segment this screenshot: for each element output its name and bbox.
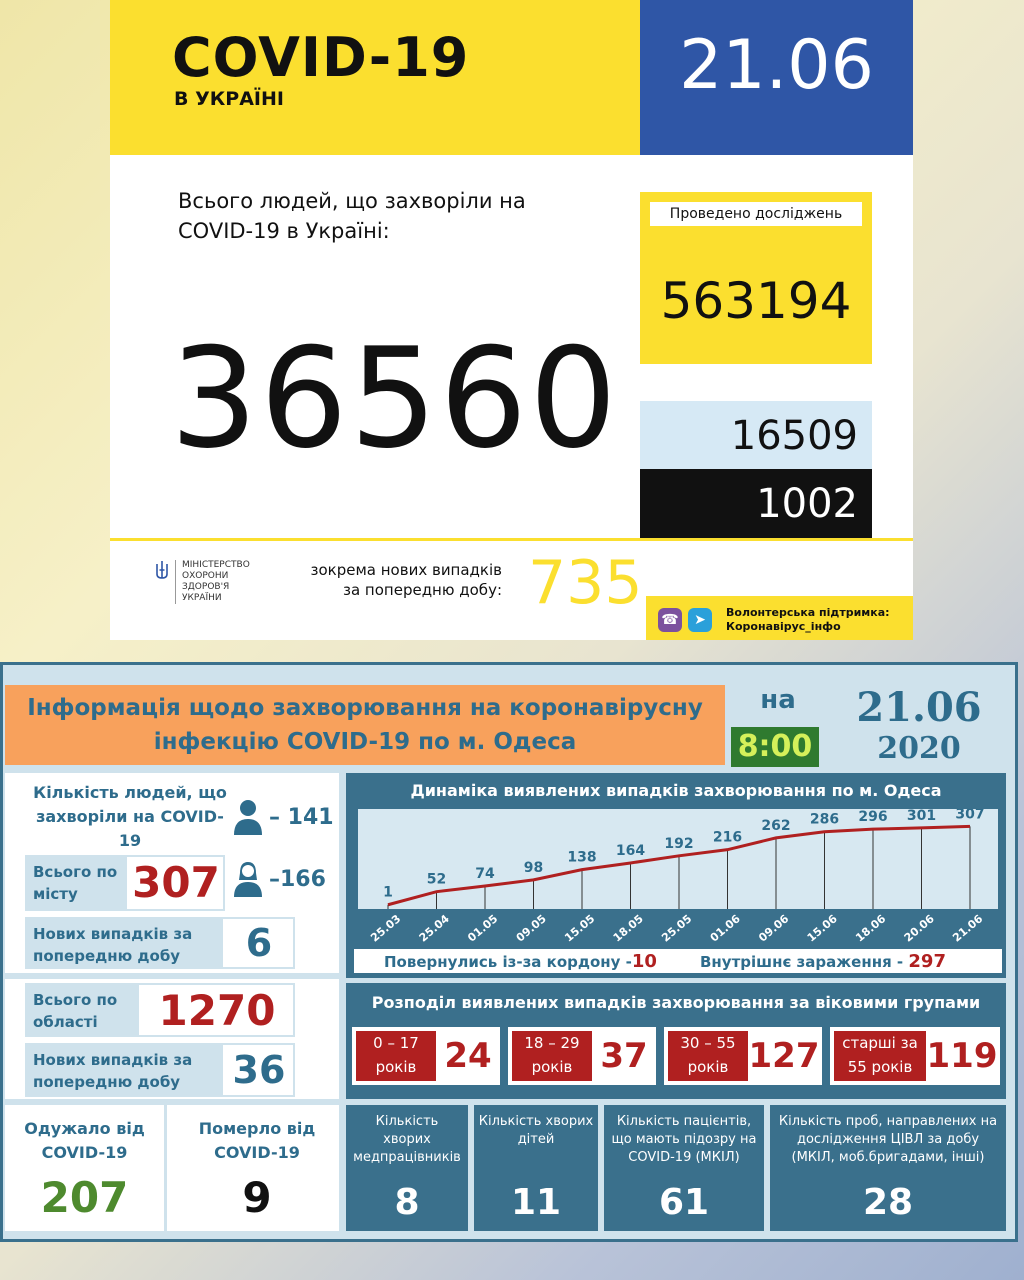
x-tick-label: 15.05: [562, 912, 598, 945]
deaths-count: 1002: [756, 481, 858, 527]
tests-box: [640, 192, 872, 364]
infection-source-strip: [354, 949, 1002, 973]
deaths-box: [640, 469, 872, 539]
data-label: 301: [906, 809, 937, 824]
data-label: 1: [383, 884, 393, 901]
returned-count: 10: [631, 951, 657, 972]
x-tick-label: 09.06: [756, 912, 792, 945]
extra-stats: [346, 1105, 1006, 1231]
total-label: Всього людей, що захворіли на COVID-19 в Україні:: [178, 189, 526, 243]
total-count: 36560: [170, 318, 619, 479]
x-tick-label: 18.06: [853, 912, 889, 945]
children-count: 11: [510, 1182, 562, 1223]
age-title: Розподіл виявлених випадків захворювання за віковими групами: [371, 993, 981, 1012]
data-label: 138: [567, 849, 597, 866]
title-banner: [110, 0, 640, 155]
x-tick-label: 09.05: [513, 912, 549, 945]
region-total-box: [25, 983, 295, 1037]
data-label: 52: [426, 871, 447, 888]
na-label: на: [760, 685, 796, 715]
x-tick-label: 25.05: [659, 912, 695, 945]
deaths-cell: [175, 1105, 339, 1231]
city-panel: [5, 773, 339, 973]
city-new-label: Нових випадків за попередню добу: [27, 919, 223, 967]
age-value: 127: [748, 1036, 820, 1076]
telegram-icon[interactable]: ➤: [688, 608, 712, 632]
city-total-count: 307: [132, 858, 220, 907]
suspected-cell: [604, 1105, 764, 1231]
data-label: 286: [809, 811, 840, 828]
region-new-box: [25, 1043, 295, 1097]
suspected-label: Кількість пацієнтів, що мають підозру на COVID-19 (МКІЛ): [611, 1114, 757, 1165]
outcomes-panel: [5, 1105, 339, 1231]
age-group-3: [830, 1027, 1000, 1085]
internal-count: 297: [908, 951, 946, 972]
volunteer-bar: [646, 596, 913, 640]
female-icon: [231, 859, 265, 899]
data-label: 164: [615, 842, 646, 859]
tests-count: 563194: [660, 272, 852, 330]
people-label: Кількість людей, що захворіли на COVID-19: [33, 783, 227, 850]
age-range: 18 – 29 років: [512, 1031, 592, 1081]
deaths-count: 9: [242, 1173, 272, 1222]
chart-plot-area: [358, 809, 998, 909]
report-time: 8:00: [731, 727, 819, 767]
recovered-label: Одужало від COVID-19: [24, 1119, 145, 1162]
odesa-date: 21.06: [856, 684, 982, 731]
region-total-count: 1270: [158, 986, 276, 1035]
data-label: 307: [955, 809, 985, 823]
medics-count: 8: [394, 1182, 420, 1223]
data-label: 192: [664, 835, 694, 852]
age-value: 24: [444, 1036, 492, 1076]
recovered-count: 16509: [730, 413, 858, 459]
suspected-count: 61: [658, 1182, 710, 1223]
divider: [110, 538, 913, 541]
odesa-year: 2020: [877, 731, 961, 766]
recovered-cell: [5, 1105, 167, 1231]
chart-title: Динаміка виявлених випадків захворювання по м. Одеса: [410, 781, 942, 800]
x-tick-label: 25.03: [368, 912, 404, 945]
internal-text: Внутрішнє зараження -: [700, 953, 904, 971]
age-value: 37: [600, 1036, 648, 1076]
x-tick-label: 18.05: [610, 912, 646, 945]
city-new-count: 6: [245, 921, 273, 965]
national-card: [110, 0, 913, 640]
x-tick-label: 01.06: [707, 912, 743, 945]
children-label: Кількість хворих дітей: [478, 1114, 594, 1147]
medics-cell: [346, 1105, 468, 1231]
tests-label: Проведено досліджень: [650, 202, 862, 226]
age-panel: [346, 983, 1006, 1099]
age-range: 0 – 17 років: [356, 1031, 436, 1081]
cases-line-chart: [358, 809, 998, 945]
x-tick-label: 15.06: [804, 912, 840, 945]
region-total-label: Всього по області: [27, 985, 139, 1035]
data-label: 296: [858, 809, 888, 826]
odesa-title: Інформація щодо захворювання на коронавірусну інфекцію COVID-19 по м. Одеса: [27, 695, 703, 755]
data-label: 98: [523, 859, 544, 876]
trident-icon: [155, 560, 169, 582]
age-range: старші за 55 років: [834, 1031, 926, 1081]
ministry-text: МІНІСТЕРСТВО ОХОРОНИ ЗДОРОВ'Я УКРАЇНИ: [175, 560, 245, 604]
region-panel: [5, 979, 339, 1099]
medics-label: Кількість хворих медпрацівників: [353, 1114, 461, 1165]
chart-panel: [346, 773, 1006, 978]
age-value: 119: [926, 1036, 998, 1076]
viber-icon[interactable]: ☎: [658, 608, 682, 632]
national-date: 21.06: [679, 26, 874, 105]
volunteer-text: Волонтерська підтримка: Коронавірус_інфо: [726, 606, 890, 633]
covid-title: COVID-19: [172, 26, 470, 89]
city-total-label: Всього по місту: [27, 857, 127, 909]
samples-cell: [770, 1105, 1006, 1231]
data-label: 216: [712, 829, 743, 846]
ministry-logo: [155, 560, 250, 604]
x-tick-label: 21.06: [950, 912, 986, 945]
samples-label: Кількість проб, направлених на дослідження ЦІВЛ за добу (МКІЛ, моб.бригадами, інші): [778, 1114, 998, 1165]
recovered-box: [640, 401, 872, 469]
x-tick-label: 25.04: [416, 912, 452, 945]
deaths-label: Померло від COVID-19: [198, 1119, 316, 1162]
returned-label: [384, 951, 657, 972]
samples-count: 28: [862, 1182, 914, 1223]
male-icon: [231, 797, 265, 837]
age-group-0: [352, 1027, 500, 1085]
x-tick-label: 01.05: [465, 912, 501, 945]
internal-label: [700, 951, 946, 972]
female-count: –166: [269, 867, 326, 892]
covid-subtitle: В УКРАЇНІ: [174, 88, 284, 110]
new-cases-count: 735: [528, 548, 643, 618]
city-total-box: [25, 855, 225, 911]
city-new-box: [25, 917, 295, 969]
age-range: 30 – 55 років: [668, 1031, 748, 1081]
age-group-2: [664, 1027, 822, 1085]
recovered-count: 207: [40, 1173, 129, 1222]
data-label: 74: [475, 866, 495, 883]
data-label: 262: [761, 817, 791, 834]
region-new-label: Нових випадків за попередню добу: [27, 1045, 223, 1095]
new-cases-label: зокрема нових випадків за попередню добу:: [310, 561, 502, 599]
returned-text: Повернулись із-за кордону -: [384, 953, 632, 971]
male-count: – 141: [269, 805, 334, 830]
children-cell: [474, 1105, 598, 1231]
odesa-card: [0, 662, 1018, 1242]
odesa-header: [5, 685, 725, 765]
region-new-count: 36: [232, 1048, 286, 1092]
x-tick-label: 20.06: [901, 912, 937, 945]
age-group-1: [508, 1027, 656, 1085]
